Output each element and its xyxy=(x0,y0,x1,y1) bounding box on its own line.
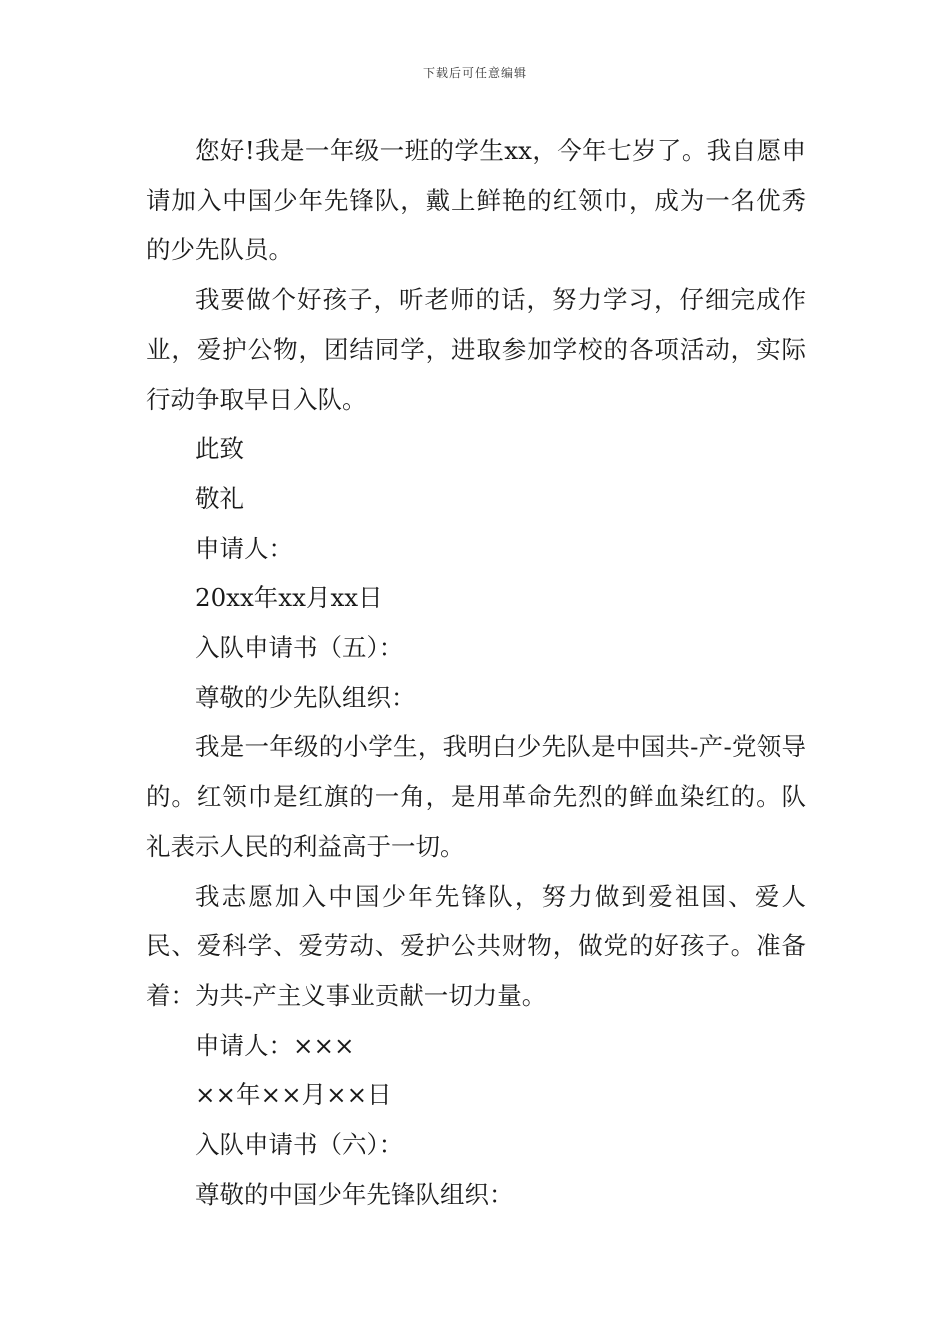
paragraph-pledge: 我志愿加入中国少年先锋队，努力做到爱祖国、爱人民、爱科学、爱劳动、爱护公共财物，做党的好孩子。准备着：为共-产主义事业贡献一切力量。 xyxy=(146,881,806,1010)
page-header-note: 下载后可任意编辑 xyxy=(422,66,527,80)
document-body xyxy=(146,126,806,1219)
paragraph-intro: 您好!我是一年级一班的学生xx，今年七岁了。我自愿申请加入中国少年先锋队，戴上鲜艳的红领巾，成为一名优秀的少先队员。 xyxy=(146,136,806,265)
section-title-6: 入队申请书（六）： xyxy=(195,1130,404,1160)
salutation-6: 尊敬的中国少年先锋队组织： xyxy=(195,1179,514,1209)
salutation-5: 尊敬的少先队组织： xyxy=(195,682,416,712)
paragraph-promise: 我要做个好孩子，听老师的话，努力学习，仔细完成作业，爱护公物，团结同学，进取参加学校的各项活动，实际行动争取早日入队。 xyxy=(146,285,806,414)
date-line-2: ××年××月××日 xyxy=(195,1080,392,1110)
applicant-line-2: 申请人：××× xyxy=(195,1030,355,1060)
applicant-line-1: 申请人： xyxy=(195,533,293,563)
closing-line-1: 此致 xyxy=(195,434,244,464)
paragraph-about-pioneers: 我是一年级的小学生，我明白少先队是中国共-产-党领导的。红领巾是红旗的一角，是用革命先烈的鲜血染红的。队礼表示人民的利益高于一切。 xyxy=(146,732,806,861)
date-line-1: 20xx年xx月xx日 xyxy=(195,583,383,613)
closing-line-2: 敬礼 xyxy=(195,483,244,513)
section-title-5: 入队申请书（五）： xyxy=(195,633,404,663)
